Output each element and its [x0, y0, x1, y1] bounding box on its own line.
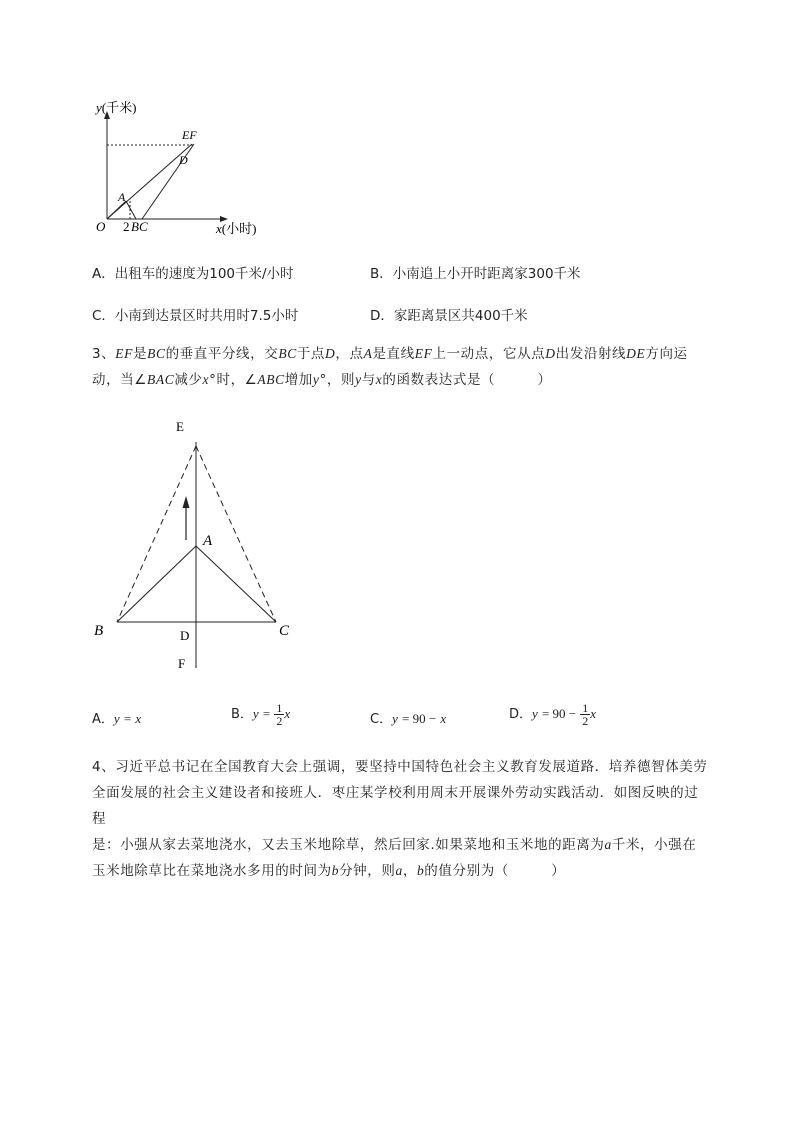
segment-AB: [117, 546, 196, 622]
fraction-one-half: $\frac{1}{2}$: [276, 701, 283, 728]
dashed-EB: [117, 446, 196, 622]
q3-option-b[interactable]: B．y = $\frac{1}{2}$ x: [231, 701, 291, 728]
label-EF: EF: [182, 128, 197, 142]
motion-arrow-head: [183, 496, 190, 508]
label-origin: O: [96, 219, 106, 234]
q2-option-c[interactable]: C．小南到达景区时共用时7.5小时: [92, 308, 299, 324]
segment-A-B: [126, 201, 136, 219]
q4-stem: 4、习近平总书记在全国教育大会上强调，要坚持中国特色社会主义教育发展道路．培养德智体美劳 全面发展的社会主义建设者和接班人．枣庄某学校利用周末开展课外劳动实践活动．如图反映的过程 是：小强从家去菜地浇水，又去玉米地除草，然后回家.如果菜地和玉米地的距离为a千米，小强在 玉米地除草比在菜地浇水多用的时间为b分钟，则a，b的值分别为（ ）: [92, 759, 708, 879]
q2-option-a[interactable]: A．出租车的速度为100千米/小时: [92, 266, 294, 282]
label-F: F: [178, 656, 186, 671]
q3-option-d[interactable]: D．y = 90 − $\frac{1}{2}$ x: [509, 701, 597, 728]
label-D: D: [180, 628, 190, 643]
label-2: 2: [123, 219, 130, 234]
segment-AC: [196, 546, 276, 622]
y-axis-label: y(千米): [96, 100, 137, 115]
label-C: C: [279, 623, 290, 639]
label-D: D: [179, 153, 188, 167]
q2-option-b[interactable]: B．小南追上小开时距离家300千米: [370, 266, 581, 282]
q2-option-d[interactable]: D．家距离景区共400千米: [370, 308, 528, 324]
x-axis-label: x(小时): [216, 221, 257, 236]
label-BC: BC: [131, 219, 148, 234]
q3-stem: 3、EF是BC的垂直平分线，交BC于点D，点A是直线EF上一动点，它从点D出发沿射线DE方向运 动，当∠BAC减少x°时，∠ABC增加y°，则y与x的函数表达式是（ ）: [92, 346, 688, 388]
fraction-one-half: $\frac{1}{2}$: [582, 701, 589, 728]
label-E: E: [176, 419, 184, 434]
distance-time-graph: [90, 95, 280, 240]
label-A: A: [203, 533, 213, 549]
q3-option-c[interactable]: C．y = 90 − x: [370, 711, 447, 727]
label-A: A: [118, 190, 126, 204]
label-B: B: [94, 623, 104, 639]
triangle-figure: [88, 412, 308, 677]
q3-option-a[interactable]: A．y = x: [92, 711, 142, 727]
